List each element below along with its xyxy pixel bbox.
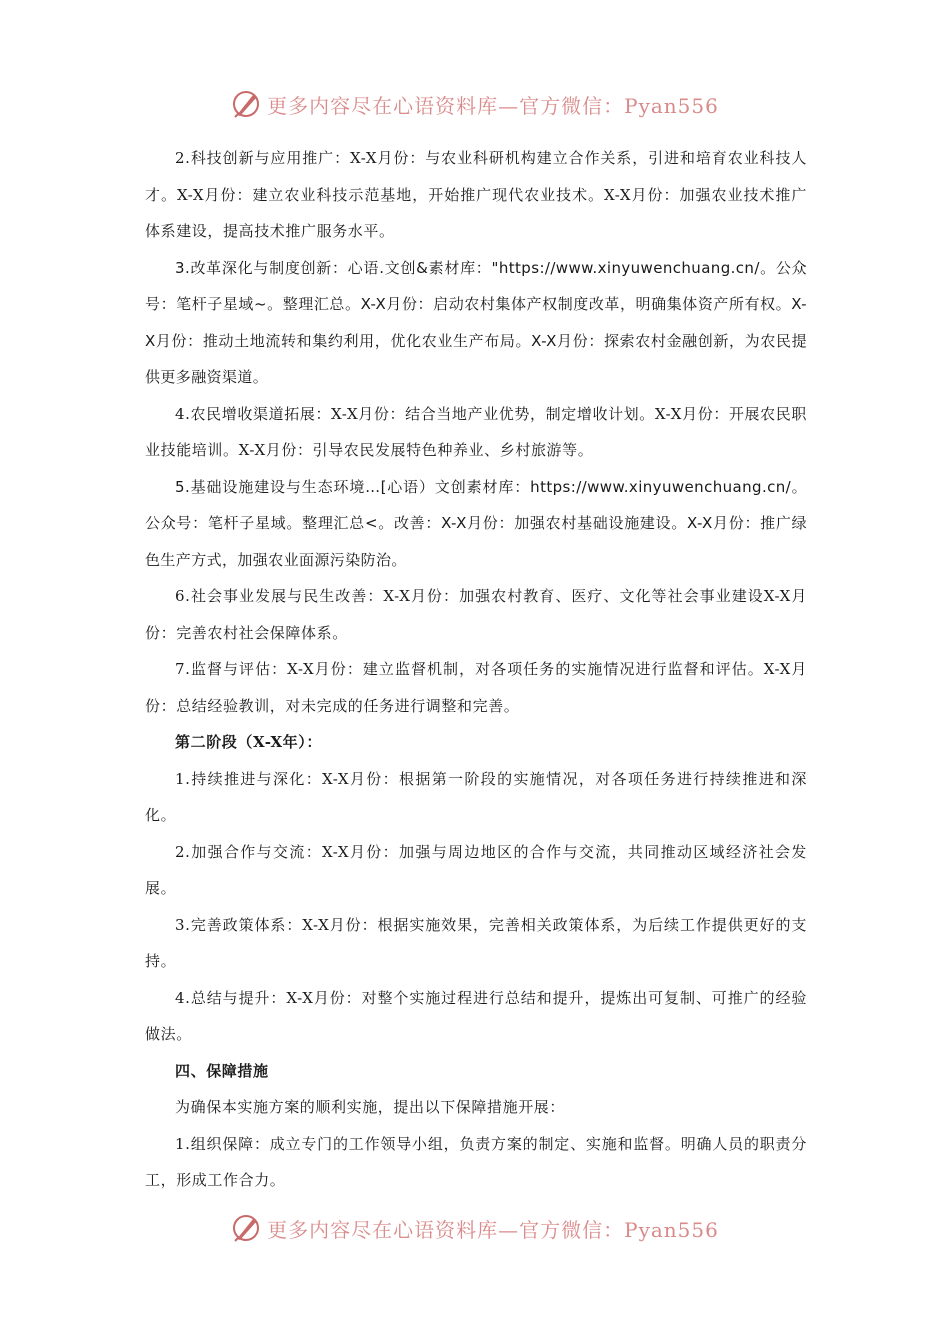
watermark-banner-bottom bbox=[0, 1208, 950, 1248]
paragraph-policy: 3.完善政策体系：X-X月份：根据实施效果，完善相关政策体系，为后续工作提供更好的支持。 bbox=[145, 915, 807, 970]
paragraph-cooperation: 2.加强合作与交流：X-X月份：加强与周边地区的合作与交流，共同推动区域经济社会发展。 bbox=[145, 842, 807, 897]
watermark-banner-top bbox=[0, 84, 950, 124]
paragraph-organization: 1.组织保障：成立专门的工作领导小组，负责方案的制定、实施和监督。明确人员的职责分工，形成工作合力。 bbox=[145, 1134, 807, 1189]
heading-stage-two: 第二阶段（X-X年）： bbox=[175, 733, 322, 751]
heading-safeguards: 四、保障措施 bbox=[175, 1061, 269, 1080]
paragraph-tech-innovation: 2.科技创新与应用推广：X-X月份：与农业科研机构建立合作关系，引进和培育农业科技人才。X-X月份：建立农业科技示范基地，开始推广现代农业技术。X-X月份：加强农业技术推广体系建设，提高技术推广服务水平。 bbox=[145, 149, 807, 240]
paragraph-supervision: 7.监督与评估：X-X月份：建立监督机制，对各项任务的实施情况进行监督和评估。X-X月份：总结经验教训，对未完成的任务进行调整和完善。 bbox=[145, 660, 807, 715]
paragraph-income: 4.农民增收渠道拓展：X-X月份：结合当地产业优势，制定增收计划。X-X月份：开展农民职业技能培训。X-X月份：引导农民发展特色种养业、乡村旅游等。 bbox=[145, 404, 807, 459]
watermark-text: 更多内容尽在心语资料库—官方微信：Pyan556 bbox=[267, 1217, 719, 1242]
paragraph-continue: 1.持续推进与深化：X-X月份：根据第一阶段的实施情况，对各项任务进行持续推进和深化。 bbox=[145, 769, 807, 824]
paragraph-summary: 4.总结与提升：X-X月份：对整个实施过程进行总结和提升，提炼出可复制、可推广的经验做法。 bbox=[145, 988, 807, 1043]
paragraph-social: 6.社会事业发展与民生改善：X-X月份：加强农村教育、医疗、文化等社会事业建设X-X月份：完善农村社会保障体系。 bbox=[145, 587, 807, 642]
quill-logo-icon bbox=[231, 1213, 261, 1243]
paragraph-reform: 3.改革深化与制度创新：心语.文创&素材库："https://www.xinyuwenchuang.cn/。公众号：笔杆子星域~。整理汇总。X-X月份：启动农村集体产权制度改革，明确集体资产所有权。X-X月份：推动土地流转和集约利用，优化农业生产布局。X-X月份：探索农村金融创新，为农民提供更多融资渠道。 bbox=[145, 258, 807, 386]
quill-logo-icon bbox=[231, 89, 261, 119]
document-body bbox=[145, 140, 807, 1199]
paragraph-infrastructure: 5.基础设施建设与生态环境…[心语）文创素材库：https://www.xinyuwenchuang.cn/。公众号：笔杆子星域。整理汇总<。改善：X-X月份：加强农村基础设施建设。X-X月份：推广绿色生产方式，加强农业面源污染防治。 bbox=[145, 477, 807, 569]
paragraph-safeguards-intro: 为确保本实施方案的顺利实施，提出以下保障措施开展： bbox=[175, 1098, 566, 1116]
watermark-text: 更多内容尽在心语资料库—官方微信：Pyan556 bbox=[267, 93, 719, 118]
